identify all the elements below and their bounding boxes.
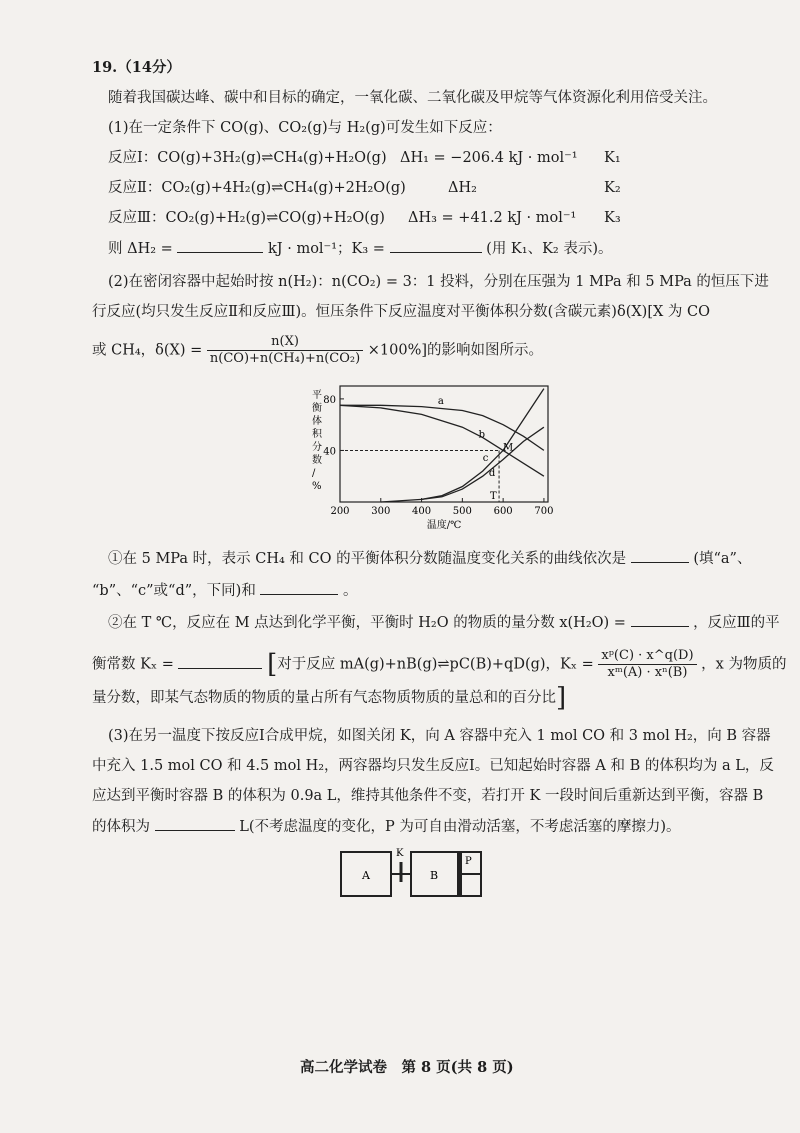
label-p: P xyxy=(465,856,472,867)
answer-blank-co-curve[interactable] xyxy=(260,580,338,595)
q2-1-text-d: 。 xyxy=(343,583,358,599)
part3-text-a: 的体积为 xyxy=(92,819,150,835)
y-tick-label: 80 xyxy=(323,394,336,406)
question-intro: 随着我国碳达峰、碳中和目标的确定，一氧化碳、二氧化碳及甲烷等气体资源化利用倍受关注。 xyxy=(108,90,717,106)
part1-intro: (1)在一定条件下 CO(g)、CO₂(g)与 H₂(g)可发生如下反应： xyxy=(108,120,502,136)
x-tick-label: 600 xyxy=(493,506,513,517)
series-curve-b xyxy=(340,405,544,476)
label-b: B xyxy=(430,869,439,882)
reaction-3-enthalpy: ΔH₃ = +41.2 kJ · mol⁻¹ xyxy=(408,210,577,226)
x-tick-label: 300 xyxy=(371,506,391,517)
reaction-3-k: K₃ xyxy=(604,210,621,226)
question-number: 19.（14分） xyxy=(92,59,181,76)
container-apparatus xyxy=(338,842,498,902)
q2-1-text-b: (填“a”、 xyxy=(693,551,752,567)
series-curve-a xyxy=(340,405,544,450)
q2-2-text-b: ，反应Ⅲ的平 xyxy=(693,615,780,631)
series-label-c: c xyxy=(482,452,489,464)
part2-line2: 行反应(均只发生反应Ⅱ和反应Ⅲ)。恒压条件下反应温度对平衡体积分数(含碳元素)δ(X)[X 为 CO xyxy=(92,304,711,320)
reaction-2-equation: 反应Ⅱ：CO₂(g)+4H₂(g)⇌CH₄(g)+2H₂O(g) xyxy=(108,180,406,196)
part3-line4 xyxy=(92,816,681,837)
reaction-1-enthalpy: ΔH₁ = −206.4 kJ · mol⁻¹ xyxy=(400,150,578,166)
part2-q2 xyxy=(108,612,780,633)
series-label-d: d xyxy=(488,468,496,480)
reaction-2-enthalpy: ΔH₂ xyxy=(448,180,477,196)
x-tick-label: 400 xyxy=(412,506,432,517)
series-label-b: b xyxy=(478,429,486,441)
reaction-3-equation: 反应Ⅲ：CO₂(g)+H₂(g)⇌CO(g)+H₂O(g) xyxy=(108,210,385,226)
part2-q1-cont xyxy=(92,580,358,601)
answer-blank-kx[interactable] xyxy=(178,654,262,669)
kx-fraction-numerator: xᵖ(C) · x^q(D) xyxy=(598,648,696,665)
q1-text-a: 则 ΔH₂ = xyxy=(108,241,173,257)
q2-1-text-a: ①在 5 MPa 时，表示 CH₄ 和 CO 的平衡体积分数随温度变化关系的曲线依次是 xyxy=(108,551,627,567)
bracket-close: ] xyxy=(556,683,567,713)
answer-blank-k3[interactable] xyxy=(390,238,482,253)
reaction-1-equation: 反应Ⅰ：CO(g)+3H₂(g)⇌CH₄(g)+H₂O(g) xyxy=(108,150,387,166)
q2-2-text-e: ，x 为物质的 xyxy=(701,656,787,673)
part2-line1: (2)在密闭容器中起始时按 n(H₂)：n(CO₂) = 3：1 投料，分别在压强为 1 MPa 和 5 MPa 的恒压下进 xyxy=(108,274,769,290)
kx-fraction-denominator: xᵐ(A) · xⁿ(B) xyxy=(607,665,688,680)
equilibrium-chart xyxy=(298,380,558,530)
kx-fraction xyxy=(598,648,696,681)
answer-blank-volume-b[interactable] xyxy=(155,816,235,831)
part3-line3: 应达到平衡时容器 B 的体积为 0.9a L，维持其他条件不变，若打开 K 一段时间后重新达到平衡，容器 B xyxy=(92,788,764,804)
annotation-t: T xyxy=(490,490,497,502)
series-curve-d xyxy=(381,427,544,502)
x-tick-label: 200 xyxy=(330,506,350,517)
reaction-1-k: K₁ xyxy=(604,150,621,166)
label-a: A xyxy=(362,869,370,882)
delta-fraction-denominator: n(CO)+n(CH₄)+n(CO₂) xyxy=(209,351,361,366)
x-tick-label: 700 xyxy=(534,506,554,517)
x-axis-label: 温度/℃ xyxy=(426,520,462,530)
delta-fraction xyxy=(207,334,363,367)
q2-2-text-d: 对于反应 mA(g)+nB(g)⇌pC(B)+qD(g)，Kₓ = xyxy=(277,656,594,673)
series-label-a: a xyxy=(437,396,444,408)
part3-line1: (3)在另一温度下按反应Ⅰ合成甲烷，如图关闭 K，向 A 容器中充入 1 mol CO 和 3 mol H₂，向 B 容器 xyxy=(108,728,771,744)
annotation-m: M xyxy=(503,442,514,454)
y-tick-label: 40 xyxy=(323,446,336,458)
y-axis-label: 平衡体积分数/ % xyxy=(312,390,322,492)
page-footer: 高二化学试卷 第 8 页(共 8 页) xyxy=(300,1059,514,1076)
piston-p[interactable] xyxy=(457,852,462,896)
q2-2-text-a: ②在 T ℃，反应在 M 点达到化学平衡，平衡时 H₂O 的物质的量分数 x(H₂O) = xyxy=(108,615,626,631)
part1-question xyxy=(108,238,612,259)
q1-text-b: kJ · mol⁻¹；K₃ = xyxy=(268,241,385,257)
q2-2-text-c: 衡常数 Kₓ = xyxy=(92,656,174,673)
answer-blank-ch4-curve[interactable] xyxy=(631,548,689,563)
answer-blank-dh2[interactable] xyxy=(177,238,263,253)
part2-text-b: ×100%]的影响如图所示。 xyxy=(367,342,544,359)
answer-blank-xh2o[interactable] xyxy=(631,612,689,627)
part2-q2-definition xyxy=(92,683,567,713)
reaction-2-k: K₂ xyxy=(604,180,621,196)
part3-text-b: L(不考虑温度的变化，P 为可自由滑动活塞，不考虑活塞的摩擦力)。 xyxy=(239,819,681,835)
delta-fraction-numerator: n(X) xyxy=(207,334,363,351)
q2-2-text-f: 量分数，即某气态物质的物质的量占所有气态物质物质的量总和的百分比 xyxy=(92,690,556,706)
label-k: K xyxy=(396,848,404,859)
bracket-open: [ xyxy=(267,649,278,680)
part2-q2-kx xyxy=(92,648,786,681)
plot-frame xyxy=(340,386,548,502)
part2-line3 xyxy=(92,334,543,367)
x-tick-label: 500 xyxy=(452,506,472,517)
q2-1-text-c: “b”、“c”或“d”，下同)和 xyxy=(92,583,256,599)
q1-text-c: (用 K₁、K₂ 表示)。 xyxy=(486,241,613,257)
part3-line2: 中充入 1.5 mol CO 和 4.5 mol H₂，两容器均只发生反应Ⅰ。已知起始时容器 A 和 B 的体积均为 a L，反 xyxy=(92,758,774,774)
part2-text-a: 或 CH₄，δ(X) = xyxy=(92,342,203,359)
part2-q1 xyxy=(108,548,751,569)
